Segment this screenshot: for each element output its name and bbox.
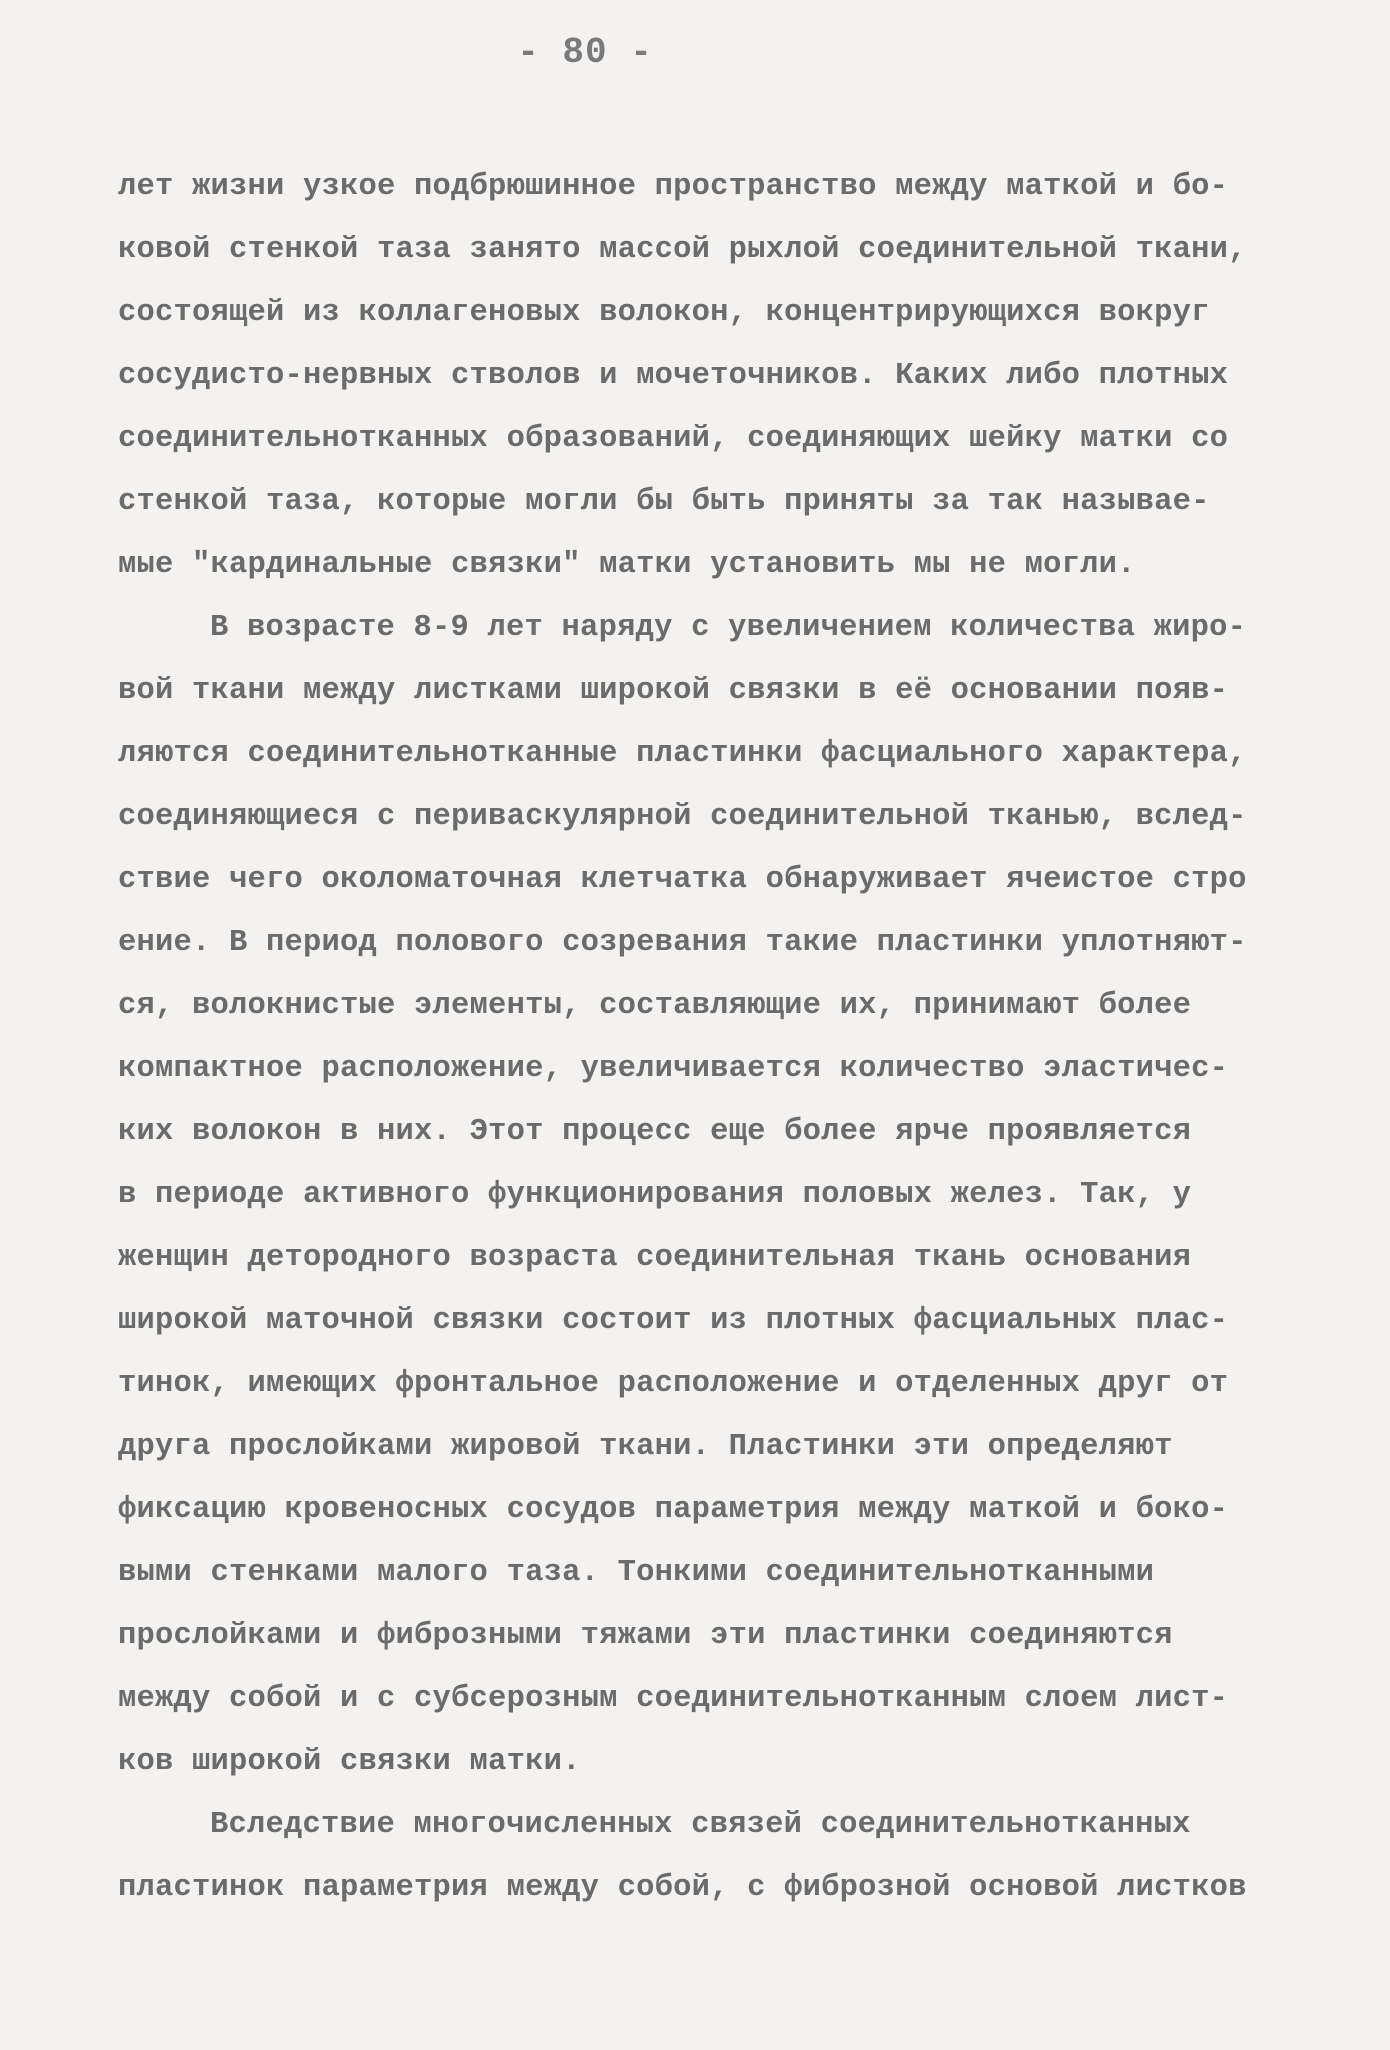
text-line: ствие чего околоматочная клетчатка обнаруживает ячеистое стро [118, 863, 1247, 897]
text-line: состоящей из коллагеновых волокон, концентрирующихся вокруг [118, 296, 1210, 330]
text-line: соединяющиеся с периваскулярной соединительной тканью, вслед- [118, 800, 1247, 834]
page-number: - 80 - [517, 32, 653, 73]
text-line: прослойками и фиброзными тяжами эти пластинки соединяются [118, 1619, 1173, 1653]
text-line: лет жизни узкое подбрюшинное пространство между маткой и бо- [118, 170, 1229, 204]
text-line: пластинок параметрия между собой, с фиброзной основой листков [118, 1871, 1247, 1905]
text-line: ких волокон в них. Этот процесс еще более ярче проявляется [118, 1115, 1192, 1149]
text-line: ковой стенкой таза занято массой рыхлой соединительной ткани, [118, 233, 1247, 267]
text-line: стенкой таза, которые могли бы быть приняты за так называе- [118, 485, 1210, 519]
text-line: ков широкой связки матки. [118, 1745, 581, 1779]
text-line: ся, волокнистые элементы, составляющие их, принимают более [118, 989, 1192, 1023]
text-line: В возрасте 8-9 лет наряду с увеличением количества жиро- [210, 611, 1247, 645]
text-line: компактное расположение, увеличивается количество эластичес- [118, 1052, 1229, 1086]
text-line: фиксацию кровеносных сосудов параметрия между маткой и боко- [118, 1493, 1229, 1527]
text-line: ение. В период полового созревания такие пластинки уплотняют- [118, 926, 1247, 960]
text-line: тинок, имеющих фронтальное расположение и отделенных друг от [118, 1367, 1229, 1401]
text-line: Вследствие многочисленных связей соединительнотканных [210, 1808, 1191, 1842]
text-line: ляются соединительнотканные пластинки фасциального характера, [118, 737, 1247, 771]
text-line: в периоде активного функционирования половых желез. Так, у [118, 1178, 1192, 1212]
text-line: друга прослойками жировой ткани. Пластинки эти определяют [118, 1430, 1173, 1464]
text-line: мые "кардинальные связки" матки установить мы не могли. [118, 548, 1136, 582]
text-line: сосудисто-нервных стволов и мочеточников. Каких либо плотных [118, 359, 1229, 393]
text-line: широкой маточной связки состоит из плотных фасциальных плас- [118, 1304, 1229, 1338]
text-line: женщин детородного возраста соединительная ткань основания [118, 1241, 1192, 1275]
text-line: между собой и с субсерозным соединительнотканным слоем лист- [118, 1682, 1229, 1716]
text-line: вой ткани между листками широкой связки в её основании появ- [118, 674, 1229, 708]
text-line: соединительнотканных образований, соединяющих шейку матки со [118, 422, 1229, 456]
text-line: выми стенками малого таза. Тонкими соединительнотканными [118, 1556, 1155, 1590]
